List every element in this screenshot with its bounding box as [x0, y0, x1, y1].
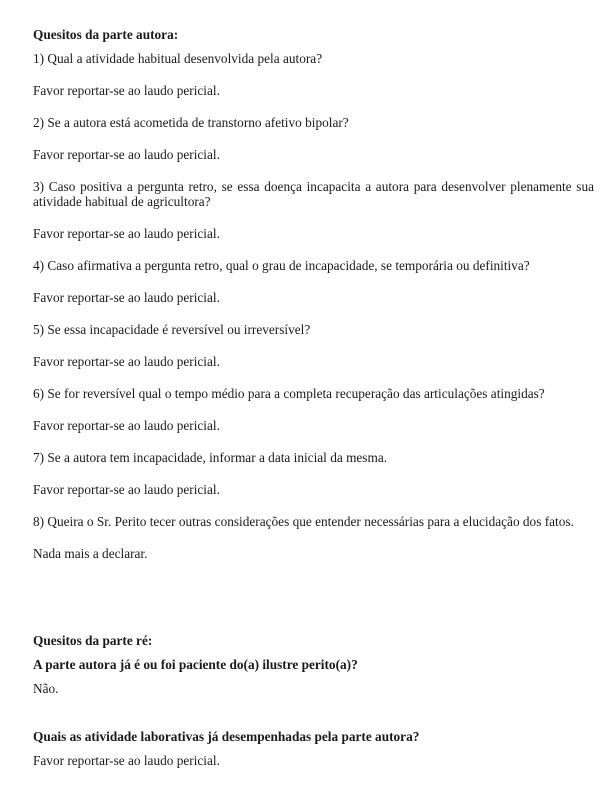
- re-answer-1: Não.: [33, 681, 59, 696]
- answer-6: Favor reportar-se ao laudo pericial.: [33, 418, 220, 433]
- answer-7: Favor reportar-se ao laudo pericial.: [33, 482, 220, 497]
- re-heading: Quesitos da parte ré:: [33, 633, 153, 648]
- re-answer-2: Favor reportar-se ao laudo pericial.: [33, 753, 220, 768]
- answer-5: Favor reportar-se ao laudo pericial.: [33, 354, 220, 369]
- closing-statement: Nada mais a declarar.: [33, 546, 148, 561]
- answer-2: Favor reportar-se ao laudo pericial.: [33, 147, 220, 162]
- question-5: 5) Se essa incapacidade é reversível ou irreversível?: [33, 322, 311, 337]
- re-question-1: A parte autora já é ou foi paciente do(a) ilustre perito(a)?: [33, 657, 358, 672]
- question-6: 6) Se for reversível qual o tempo médio para a completa recuperação das articulações atingidas?: [33, 386, 545, 401]
- question-1: 1) Qual a atividade habitual desenvolvida pela autora?: [33, 51, 323, 66]
- autora-heading: Quesitos da parte autora:: [33, 27, 179, 42]
- answer-1: Favor reportar-se ao laudo pericial.: [33, 83, 220, 98]
- re-question-2: Quais as atividade laborativas já desempenhadas pela parte autora?: [33, 729, 420, 744]
- answer-3: Favor reportar-se ao laudo pericial.: [33, 226, 220, 241]
- answer-4: Favor reportar-se ao laudo pericial.: [33, 290, 220, 305]
- question-3: 3) Caso positiva a pergunta retro, se essa doença incapacita a autora para desenvolver plenamente sua atividade habitual de agricultora?: [33, 179, 594, 209]
- question-4: 4) Caso afirmativa a pergunta retro, qual o grau de incapacidade, se temporária ou definitiva?: [33, 258, 530, 273]
- question-2: 2) Se a autora está acometida de transtorno afetivo bipolar?: [33, 115, 349, 130]
- question-8: 8) Queira o Sr. Perito tecer outras considerações que entender necessárias para a elucidação dos fatos.: [33, 514, 574, 529]
- document-body: [33, 27, 594, 768]
- question-7: 7) Se a autora tem incapacidade, informar a data inicial da mesma.: [33, 450, 388, 465]
